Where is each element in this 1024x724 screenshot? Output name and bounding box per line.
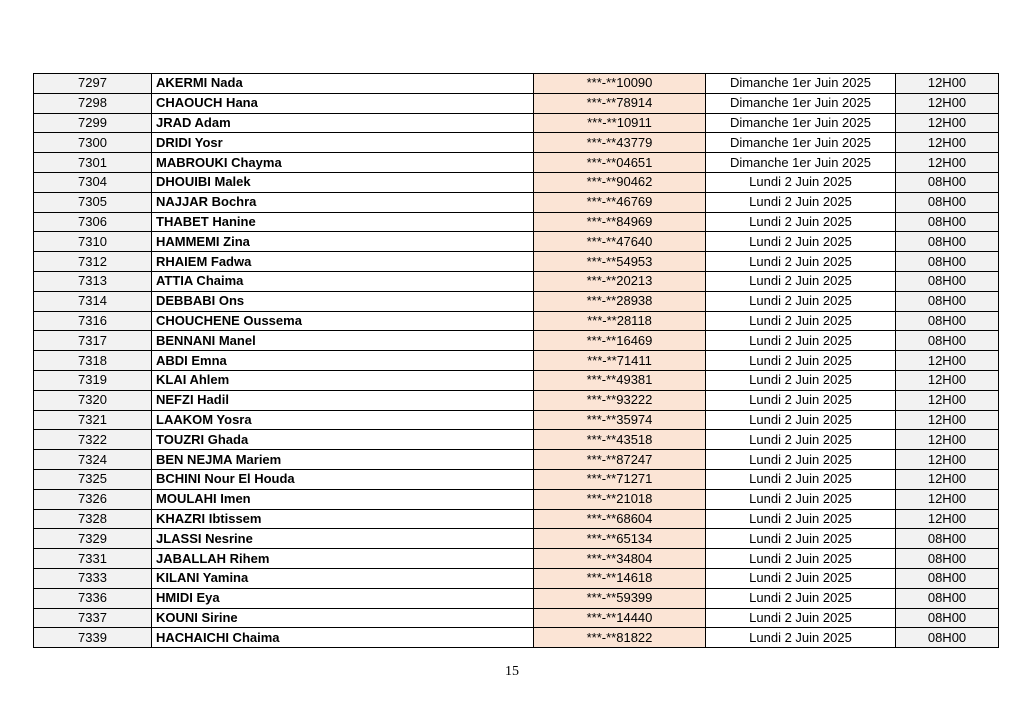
candidate-name: AKERMI Nada xyxy=(152,74,534,94)
masked-id: ***-**78914 xyxy=(534,93,706,113)
candidate-name: MABROUKI Chayma xyxy=(152,153,534,173)
candidate-name: DRIDI Yosr xyxy=(152,133,534,153)
table-row xyxy=(34,172,999,192)
masked-id: ***-**81822 xyxy=(534,628,706,648)
session-time: 08H00 xyxy=(896,549,999,569)
candidate-name: HMIDI Eya xyxy=(152,588,534,608)
candidate-name: TOUZRI Ghada xyxy=(152,430,534,450)
table-row xyxy=(34,232,999,252)
session-time: 12H00 xyxy=(896,489,999,509)
candidate-name: HAMMEMI Zina xyxy=(152,232,534,252)
masked-id: ***-**87247 xyxy=(534,450,706,470)
masked-id: ***-**20213 xyxy=(534,271,706,291)
candidate-name: KILANI Yamina xyxy=(152,568,534,588)
candidate-name: THABET Hanine xyxy=(152,212,534,232)
session-time: 08H00 xyxy=(896,628,999,648)
masked-id: ***-**10090 xyxy=(534,74,706,94)
session-date: Lundi 2 Juin 2025 xyxy=(706,370,896,390)
candidate-name: JLASSI Nesrine xyxy=(152,529,534,549)
masked-id: ***-**34804 xyxy=(534,549,706,569)
session-time: 12H00 xyxy=(896,74,999,94)
masked-id: ***-**28938 xyxy=(534,291,706,311)
masked-id: ***-**46769 xyxy=(534,192,706,212)
row-number: 7328 xyxy=(34,509,152,529)
session-time: 08H00 xyxy=(896,529,999,549)
candidate-name: MOULAHI Imen xyxy=(152,489,534,509)
table-row xyxy=(34,133,999,153)
session-date: Lundi 2 Juin 2025 xyxy=(706,271,896,291)
session-date: Lundi 2 Juin 2025 xyxy=(706,390,896,410)
candidate-name: JRAD Adam xyxy=(152,113,534,133)
session-time: 08H00 xyxy=(896,192,999,212)
session-time: 12H00 xyxy=(896,113,999,133)
session-time: 12H00 xyxy=(896,390,999,410)
candidate-name: NAJJAR Bochra xyxy=(152,192,534,212)
row-number: 7318 xyxy=(34,351,152,371)
session-time: 12H00 xyxy=(896,509,999,529)
session-time: 08H00 xyxy=(896,172,999,192)
table-row xyxy=(34,568,999,588)
session-date: Lundi 2 Juin 2025 xyxy=(706,568,896,588)
masked-id: ***-**59399 xyxy=(534,588,706,608)
masked-id: ***-**35974 xyxy=(534,410,706,430)
row-number: 7337 xyxy=(34,608,152,628)
session-date: Lundi 2 Juin 2025 xyxy=(706,252,896,272)
table-row xyxy=(34,509,999,529)
masked-id: ***-**54953 xyxy=(534,252,706,272)
row-number: 7325 xyxy=(34,469,152,489)
candidate-table-body xyxy=(34,74,999,648)
masked-id: ***-**71271 xyxy=(534,469,706,489)
table-row xyxy=(34,291,999,311)
session-date: Lundi 2 Juin 2025 xyxy=(706,311,896,331)
table-row xyxy=(34,529,999,549)
page-number: 15 xyxy=(505,664,519,679)
session-time: 08H00 xyxy=(896,311,999,331)
session-date: Dimanche 1er Juin 2025 xyxy=(706,153,896,173)
candidate-name: JABALLAH Rihem xyxy=(152,549,534,569)
session-time: 12H00 xyxy=(896,351,999,371)
session-date: Lundi 2 Juin 2025 xyxy=(706,628,896,648)
masked-id: ***-**49381 xyxy=(534,370,706,390)
session-date: Dimanche 1er Juin 2025 xyxy=(706,93,896,113)
session-time: 08H00 xyxy=(896,271,999,291)
row-number: 7321 xyxy=(34,410,152,430)
row-number: 7301 xyxy=(34,153,152,173)
masked-id: ***-**47640 xyxy=(534,232,706,252)
row-number: 7319 xyxy=(34,370,152,390)
table-row xyxy=(34,489,999,509)
candidate-name: DEBBABI Ons xyxy=(152,291,534,311)
candidate-name: CHOUCHENE Oussema xyxy=(152,311,534,331)
session-time: 12H00 xyxy=(896,450,999,470)
row-number: 7312 xyxy=(34,252,152,272)
session-date: Lundi 2 Juin 2025 xyxy=(706,608,896,628)
session-time: 08H00 xyxy=(896,568,999,588)
candidate-name: BCHINI Nour El Houda xyxy=(152,469,534,489)
session-time: 08H00 xyxy=(896,331,999,351)
row-number: 7320 xyxy=(34,390,152,410)
session-time: 12H00 xyxy=(896,153,999,173)
session-date: Lundi 2 Juin 2025 xyxy=(706,430,896,450)
table-row xyxy=(34,113,999,133)
row-number: 7305 xyxy=(34,192,152,212)
candidate-name: KLAI Ahlem xyxy=(152,370,534,390)
masked-id: ***-**93222 xyxy=(534,390,706,410)
row-number: 7317 xyxy=(34,331,152,351)
table-row xyxy=(34,192,999,212)
row-number: 7306 xyxy=(34,212,152,232)
row-number: 7313 xyxy=(34,271,152,291)
row-number: 7322 xyxy=(34,430,152,450)
candidate-name: NEFZI Hadil xyxy=(152,390,534,410)
session-time: 08H00 xyxy=(896,252,999,272)
candidate-table xyxy=(33,73,999,648)
session-time: 08H00 xyxy=(896,291,999,311)
row-number: 7331 xyxy=(34,549,152,569)
session-date: Lundi 2 Juin 2025 xyxy=(706,232,896,252)
row-number: 7299 xyxy=(34,113,152,133)
session-date: Lundi 2 Juin 2025 xyxy=(706,469,896,489)
session-time: 12H00 xyxy=(896,93,999,113)
session-date: Lundi 2 Juin 2025 xyxy=(706,331,896,351)
masked-id: ***-**21018 xyxy=(534,489,706,509)
row-number: 7339 xyxy=(34,628,152,648)
table-row xyxy=(34,549,999,569)
candidate-name: ABDI Emna xyxy=(152,351,534,371)
row-number: 7300 xyxy=(34,133,152,153)
row-number: 7329 xyxy=(34,529,152,549)
session-date: Lundi 2 Juin 2025 xyxy=(706,351,896,371)
row-number: 7297 xyxy=(34,74,152,94)
row-number: 7324 xyxy=(34,450,152,470)
masked-id: ***-**90462 xyxy=(534,172,706,192)
table-row xyxy=(34,252,999,272)
table-row xyxy=(34,390,999,410)
row-number: 7336 xyxy=(34,588,152,608)
masked-id: ***-**14618 xyxy=(534,568,706,588)
table-row xyxy=(34,212,999,232)
masked-id: ***-**84969 xyxy=(534,212,706,232)
session-time: 08H00 xyxy=(896,608,999,628)
session-time: 08H00 xyxy=(896,588,999,608)
table-row xyxy=(34,271,999,291)
row-number: 7333 xyxy=(34,568,152,588)
session-date: Lundi 2 Juin 2025 xyxy=(706,529,896,549)
table-row xyxy=(34,311,999,331)
session-date: Lundi 2 Juin 2025 xyxy=(706,410,896,430)
session-time: 12H00 xyxy=(896,133,999,153)
table-row xyxy=(34,410,999,430)
table-row xyxy=(34,450,999,470)
masked-id: ***-**71411 xyxy=(534,351,706,371)
session-date: Dimanche 1er Juin 2025 xyxy=(706,74,896,94)
session-date: Lundi 2 Juin 2025 xyxy=(706,489,896,509)
session-date: Lundi 2 Juin 2025 xyxy=(706,509,896,529)
session-time: 12H00 xyxy=(896,469,999,489)
row-number: 7326 xyxy=(34,489,152,509)
row-number: 7316 xyxy=(34,311,152,331)
session-time: 08H00 xyxy=(896,212,999,232)
candidate-name: ATTIA Chaima xyxy=(152,271,534,291)
masked-id: ***-**68604 xyxy=(534,509,706,529)
row-number: 7304 xyxy=(34,172,152,192)
table-row xyxy=(34,588,999,608)
session-date: Lundi 2 Juin 2025 xyxy=(706,291,896,311)
candidate-name: HACHAICHI Chaima xyxy=(152,628,534,648)
row-number: 7314 xyxy=(34,291,152,311)
table-row xyxy=(34,351,999,371)
session-time: 12H00 xyxy=(896,430,999,450)
candidate-name: RHAIEM Fadwa xyxy=(152,252,534,272)
masked-id: ***-**43518 xyxy=(534,430,706,450)
session-date: Lundi 2 Juin 2025 xyxy=(706,450,896,470)
candidate-name: BEN NEJMA Mariem xyxy=(152,450,534,470)
session-date: Lundi 2 Juin 2025 xyxy=(706,212,896,232)
candidate-name: KOUNI Sirine xyxy=(152,608,534,628)
candidate-name: LAAKOM Yosra xyxy=(152,410,534,430)
table-row xyxy=(34,74,999,94)
session-date: Dimanche 1er Juin 2025 xyxy=(706,113,896,133)
session-time: 08H00 xyxy=(896,232,999,252)
masked-id: ***-**16469 xyxy=(534,331,706,351)
table-row xyxy=(34,469,999,489)
table-row xyxy=(34,430,999,450)
row-number: 7298 xyxy=(34,93,152,113)
session-date: Lundi 2 Juin 2025 xyxy=(706,549,896,569)
table-row xyxy=(34,331,999,351)
row-number: 7310 xyxy=(34,232,152,252)
table-row xyxy=(34,608,999,628)
session-date: Lundi 2 Juin 2025 xyxy=(706,192,896,212)
candidate-name: BENNANI Manel xyxy=(152,331,534,351)
masked-id: ***-**43779 xyxy=(534,133,706,153)
session-date: Lundi 2 Juin 2025 xyxy=(706,588,896,608)
table-row xyxy=(34,628,999,648)
masked-id: ***-**65134 xyxy=(534,529,706,549)
session-time: 12H00 xyxy=(896,370,999,390)
session-time: 12H00 xyxy=(896,410,999,430)
table-row xyxy=(34,153,999,173)
table-row xyxy=(34,93,999,113)
masked-id: ***-**14440 xyxy=(534,608,706,628)
candidate-name: CHAOUCH Hana xyxy=(152,93,534,113)
session-date: Dimanche 1er Juin 2025 xyxy=(706,133,896,153)
table-row xyxy=(34,370,999,390)
candidate-name: DHOUIBI Malek xyxy=(152,172,534,192)
masked-id: ***-**10911 xyxy=(534,113,706,133)
candidate-name: KHAZRI Ibtissem xyxy=(152,509,534,529)
masked-id: ***-**28118 xyxy=(534,311,706,331)
session-date: Lundi 2 Juin 2025 xyxy=(706,172,896,192)
masked-id: ***-**04651 xyxy=(534,153,706,173)
